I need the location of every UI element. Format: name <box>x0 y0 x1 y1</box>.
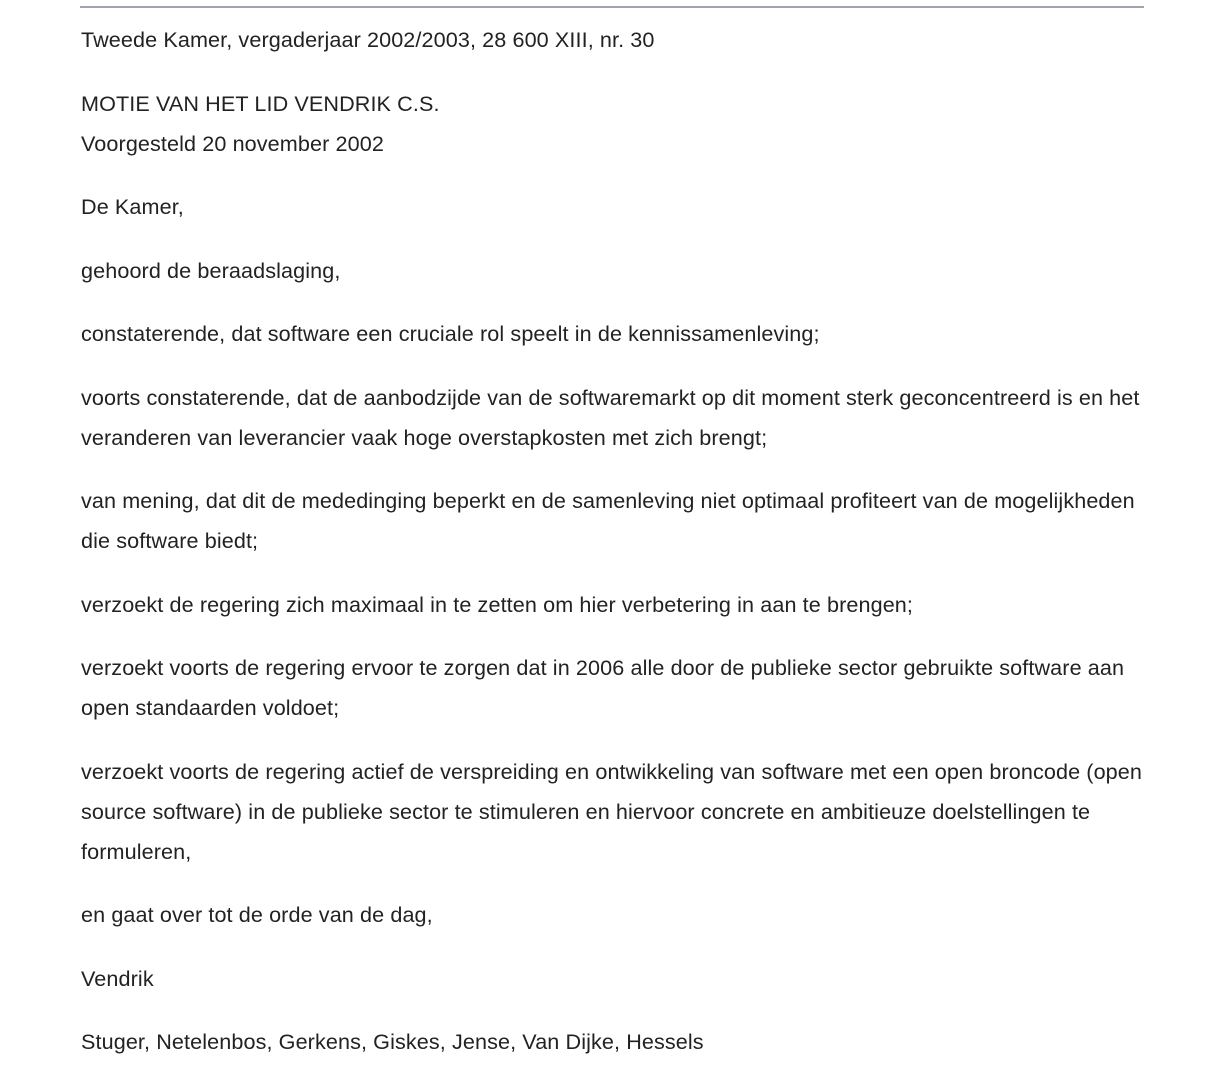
request-clause-3: verzoekt voorts de regering actief de verspreiding en ontwikkeling van software met een open broncode (open source software) in de publieke sector te stimuleren en hiervoor concrete en ambitieuze doelstellingen te formuleren, <box>81 758 1143 864</box>
motion-title: MOTIE VAN HET LID VENDRIK C.S. <box>81 90 440 116</box>
heard-clause: gehoord de beraadslaging, <box>81 257 341 283</box>
top-divider <box>80 6 1144 8</box>
motion-heading <box>81 84 1144 164</box>
motion-document <box>81 20 1144 1062</box>
document-reference: Tweede Kamer, vergaderjaar 2002/2003, 28 600 XIII, nr. 30 <box>81 27 655 52</box>
motion-proposed-date: Voorgesteld 20 november 2002 <box>81 130 384 156</box>
closing-line: en gaat over tot de orde van de dag, <box>81 902 433 927</box>
request-clause-2: verzoekt voorts de regering ervoor te zorgen dat in 2006 alle door de publieke sector gebruikte software aan open standaarden voldoet; <box>81 655 1125 720</box>
request-clause-1: verzoekt de regering zich maximaal in te zetten om hier verbetering in aan te brengen; <box>81 591 914 617</box>
main-signer: Vendrik <box>81 965 154 991</box>
opinion-clause: van mening, dat dit de mededinging beperkt en de samenleving niet optimaal profiteert van de mogelijkheden die software biedt; <box>81 488 1135 553</box>
co-signers: Stuger, Netelenbos, Gerkens, Giskes, Jense, Van Dijke, Hessels <box>81 1029 704 1054</box>
considering-clause-2: voorts constaterende, dat de aanbodzijde van de softwaremarkt op dit moment sterk geconcentreerd is en het veranderen van leverancier vaak hoge overstapkosten met zich brengt; <box>81 384 1140 450</box>
considering-clause-1: constaterende, dat software een cruciale rol speelt in de kennissamenleving; <box>81 321 820 346</box>
opening-line: De Kamer, <box>81 194 184 219</box>
